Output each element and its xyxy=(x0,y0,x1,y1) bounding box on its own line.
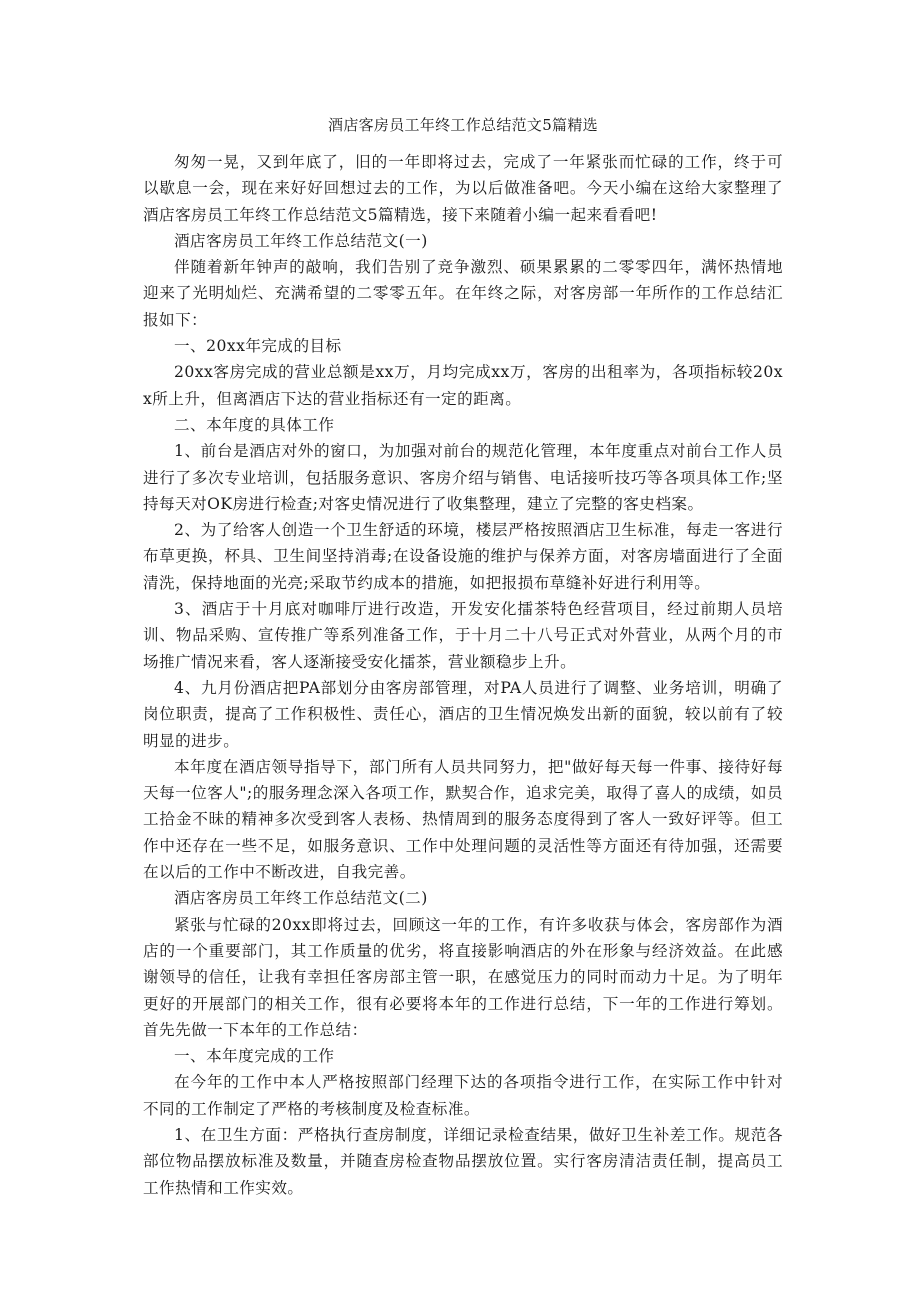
section-heading-one: 酒店客房员工年终工作总结范文(一) xyxy=(174,231,428,250)
paragraph: 3、酒店于十月底对咖啡厅进行改造，开发安化擂茶特色经营项目，经过前期人员培训、物品采购、宣传推广等系列准备工作，于十月二十八号正式对外营业，从两个月的市场推广情况来看，客人逐渐接受安化擂茶，营业额稳步上升。 xyxy=(143,600,783,671)
subheading: 二、本年度的具体工作 xyxy=(174,415,335,434)
paragraph: 1、前台是酒店对外的窗口，为加强对前台的规范化管理，本年度重点对前台工作人员进行了多次专业培训，包括服务意识、客房介绍与销售、电话接听技巧等各项具体工作;坚持每天对OK房进行检查;对客史情况进行了收集整理，建立了完整的客史档案。 xyxy=(143,442,783,513)
paragraph: 紧张与忙碌的20xx即将过去，回顾这一年的工作，有许多收获与体会，客房部作为酒店的一个重要部门，其工作质量的优劣，将直接影响酒店的外在形象与经济效益。在此感谢领导的信任，让我有幸担任客房部主管一职，在感觉压力的同时而动力十足。为了明年更好的开展部门的相关工作，很有必要将本年的工作进行总结，下一年的工作进行筹划。首先先做一下本年的工作总结： xyxy=(143,915,783,1039)
document-page xyxy=(143,112,783,1201)
paragraph: 伴随着新年钟声的敲响，我们告别了竞争激烈、硕果累累的二零零四年，满怀热情地迎来了光明灿烂、充满希望的二零零五年。在年终之际，对客房部一年所作的工作总结汇报如下： xyxy=(143,258,783,329)
paragraph: 本年度在酒店领导指导下，部门所有人员共同努力，把"做好每天每一件事、接待好每天每一位客人";的服务理念深入各项工作，默契合作，追求完美，取得了喜人的成绩，如员工拾金不昧的精神多次受到客人表杨、热情周到的服务态度得到了客人一致好评等。但工作中还存在一些不足，如服务意识、工作中处理问题的灵活性等方面还有待加强，还需要在以后的工作中不断改进，自我完善。 xyxy=(143,757,783,882)
paragraph: 1、在卫生方面：严格执行查房制度，详细记录检查结果，做好卫生补差工作。规范各部位物品摆放标准及数量，并随查房检查物品摆放位置。实行客房清洁责任制，提高员工工作热情和工作实效。 xyxy=(143,1125,783,1197)
paragraph: 2、为了给客人创造一个卫生舒适的环境，楼层严格按照酒店卫生标准，每走一客进行布草更换，杯具、卫生间坚持消毒;在设备设施的维护与保养方面，对客房墙面进行了全面清洗，保持地面的光亮;采取节约成本的措施，如把报损布草缝补好进行利用等。 xyxy=(143,521,783,592)
document-title: 酒店客房员工年终工作总结范文5篇精选 xyxy=(328,116,598,134)
paragraph: 20xx客房完成的营业总额是xx万，月均完成xx万，客房的出租率为，各项指标较20xx所上升，但离酒店下达的营业指标还有一定的距离。 xyxy=(143,363,783,408)
subheading: 一、20xx年完成的目标 xyxy=(174,337,342,356)
subheading: 一、本年度完成的工作 xyxy=(174,1047,335,1066)
section-heading-two: 酒店客房员工年终工作总结范文(二) xyxy=(174,889,428,908)
paragraph: 在今年的工作中本人严格按照部门经理下达的各项指令进行工作，在实际工作中针对不同的工作制定了严格的考核制度及检查标准。 xyxy=(143,1073,783,1118)
document-body xyxy=(143,149,783,1201)
paragraph: 4、九月份酒店把PA部划分由客房部管理，对PA人员进行了调整、业务培训，明确了岗位职责，提高了工作积极性、责任心，酒店的卫生情况焕发出新的面貌，较以前有了较明显的进步。 xyxy=(143,678,783,750)
intro-paragraph: 匆匆一晃，又到年底了，旧的一年即将过去，完成了一年紧张而忙碌的工作，终于可以歇息一会，现在来好好回想过去的工作，为以后做准备吧。今天小编在这给大家整理了酒店客房员工年终工作总结范文5篇精选，接下来随着小编一起来看看吧! xyxy=(143,153,783,224)
